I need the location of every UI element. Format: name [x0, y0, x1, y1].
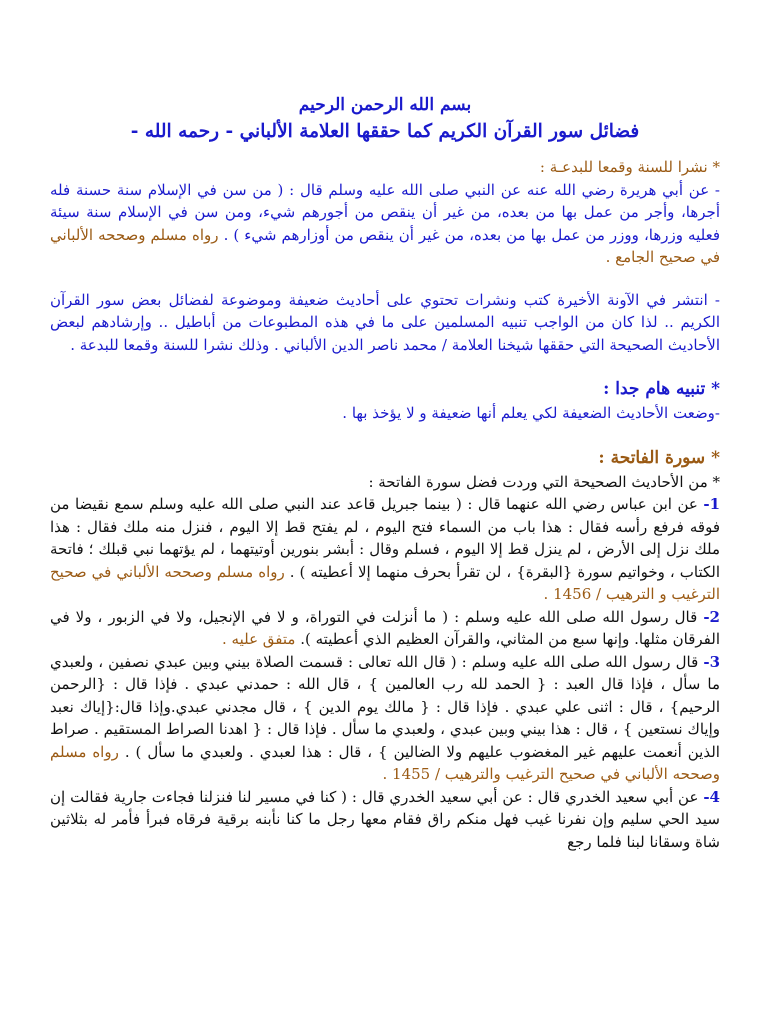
- hadith-text: عن أبي سعيد الخدري قال : عن أبي سعيد الخدري قال : ( كنا في مسير لنا فنزلنا فجاءت جارية فقالت إن سيد الحي سليم وإن نفرنا غيب فهل منكم راق فقام معها رجل ما كنا نأبنه برقية فرقاه فبرأ فأمر له بثلاثين شاة وسقانا لبنا فلما رجع: [50, 787, 720, 851]
- warning-heading: * تنبيه هام جدا :: [603, 379, 720, 399]
- hadith-source: رواه مسلم وصححه الألباني في صحيح الترغيب والترهيب / 1455 .: [50, 742, 720, 783]
- warning-text: -وضعت الأحاديث الضعيفة لكي يعلم أنها ضعيفة و لا يؤخذ بها .: [342, 404, 720, 422]
- hadith-source: رواه مسلم وصححه الألباني في صحيح الترغيب و الترهيب / 1456 .: [50, 562, 720, 603]
- basmala: بسم الله الرحمن الرحيم: [298, 95, 472, 115]
- surah-subheading: * من الأحاديث الصحيحة التي وردت فضل سورة الفاتحة :: [368, 472, 720, 491]
- hadith-number: 4-: [703, 787, 720, 806]
- intro-heading-text: * نشرا للسنة وقمعا للبدعـة :: [539, 158, 720, 176]
- hadith-item: [50, 786, 720, 854]
- hadith-item: [50, 606, 720, 651]
- intro-hadith-source: رواه مسلم وصححه الألباني في صحيح الجامع .: [50, 225, 720, 266]
- intro-heading: [50, 156, 720, 179]
- hadith-source: متفق عليه .: [222, 630, 296, 648]
- surah-heading: * سورة الفاتحة :: [598, 447, 720, 468]
- hadith-text: عن ابن عباس رضي الله عنهما قال : ( بينما جبريل قاعد عند النبي صلى الله عليه وسلم سمع نقيضا من فوقه فرفع رأسه فقال : هذا باب من السماء فتح اليوم ، لم يفتح قط إلا اليوم ، فنزل منه ملك فقال : هذا ملك نزل إلى الأرض ، لم ينزل قط إلا اليوم ، فسلم وقال : أبشر بنورين أوتيتهما ، لم يؤتهما نبي قبلك ؛ فاتحة الكتاب ، وخواتيم سورة {البقرة} ، لن تقرأ بحرف منهما إلا أعطيته ) .: [50, 495, 720, 581]
- hadith-text: قال رسول الله صلى الله عليه وسلم : ( ما أنزلت في التوراة، و لا في الإنجيل، ولا في الزبور ، ولا في الفرقان مثلها. وإنها سبع من المثاني، والقرآن العظيم الذي أعطيته ).: [50, 607, 720, 648]
- hadith-item: [50, 493, 720, 606]
- notice-paragraph: - انتشر في الآونة الأخيرة كتب ونشرات تحتوي على أحاديث ضعيفة وموضوعة لفضائل بعض سور القرآن الكريم .. لذا كان من الواجب تنبيه المسلمين على ما في هذه المطبوعات من أباطيل .. وإرشادهم لبعض الأحاديث الصحيحة التي حققها شيخنا العلامة / محمد ناصر الدين الألباني . وذلك نشرا للسنة وقمعا للبدعة .: [50, 290, 720, 354]
- hadith-number: 3-: [703, 652, 720, 671]
- document-title: فضائل سور القرآن الكريم كما حققها العلامة الألباني - رحمه الله -: [130, 121, 640, 142]
- intro-hadith-text: - عن أبي هريرة رضي الله عنه عن النبي صلى الله عليه وسلم قال : ( من سن في الإسلام سنة حسنة فله أجرها، وأجر من عمل بها من بعده، من غير أن ينقص من أجورهم شيء، ومن سن في الإسلام سنة سيئة فعليه وزرها، ووزر من عمل بها من بعده، من غير أن ينقص من أوزارهم شيء ) .: [50, 180, 720, 244]
- hadith-text: قال رسول الله صلى الله عليه وسلم : ( قال الله تعالى : قسمت الصلاة بيني وبين عبدي نصفين ، ولعبدي ما سأل ، فإذا قال العبد : { الحمد لله رب العالمين } ، قال الله : حمدني عبدي . فإذا قال : {الرحمن الرحيم} ، قال : اثنى علي عبدي . فإذا قال : { مالك يوم الدين } ، قال مجدني عبدي.وإذا قال:{إياك نعبد وإياك نستعين } ، قال : هذا بيني وبين عبدي ، ولعبدي ما سأل . فإذا قال : { اهدنا الصراط المستقيم . صراط الذين أنعمت عليهم غير المغضوب عليهم ولا الضالين } ، قال : هذا لعبدي . ولعبدي ما سأل ) .: [50, 652, 720, 761]
- hadith-number: 1-: [703, 495, 720, 513]
- hadith-item: [50, 651, 720, 786]
- document-page: [50, 92, 720, 853]
- hadith-number: 2-: [703, 607, 720, 626]
- intro-hadith: [50, 179, 720, 269]
